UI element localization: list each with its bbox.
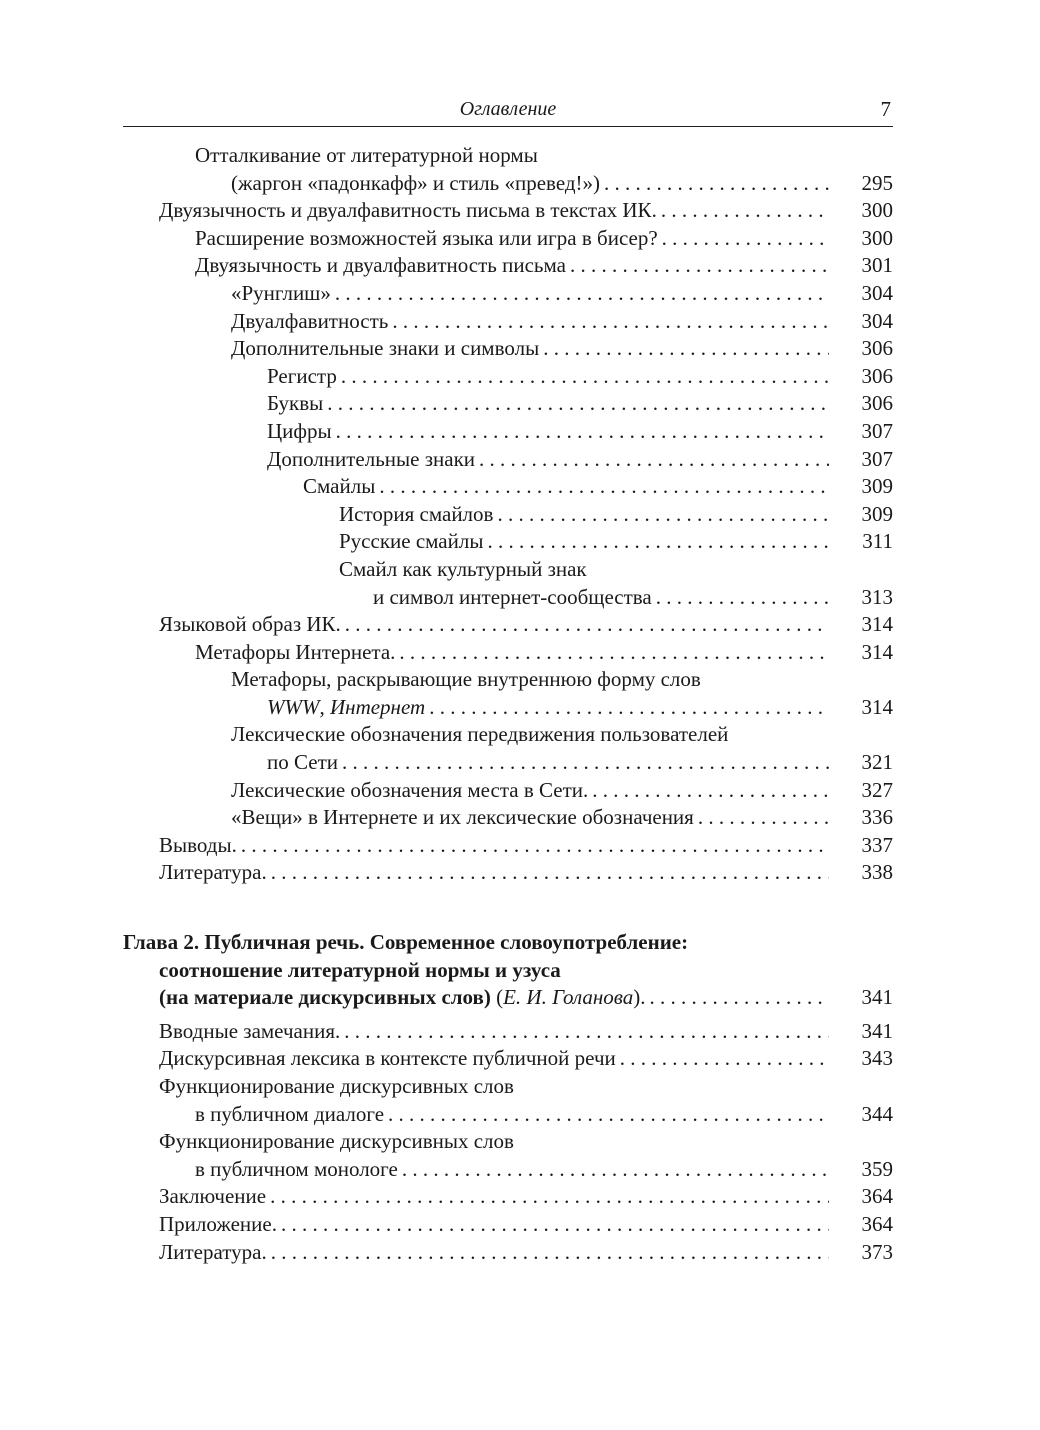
toc-entry-title: Русские смайлы [339,529,484,554]
leader-dots [661,197,829,225]
toc-entry[interactable] [123,1018,893,1046]
leader-dots [604,170,829,198]
toc-entry-title: Литература. [159,860,267,885]
toc-entry[interactable] [123,639,893,667]
toc-entry-title: Расширение возможностей языка или игра в бисер? [195,225,658,250]
toc-entry-title: История смайлов [339,501,494,526]
chapter-2-title-line1: Глава 2. Публичная речь. Современное словоупотребление: [123,930,689,955]
table-of-contents [123,142,893,1266]
toc-entry-title: Двуалфавитность [231,308,389,333]
toc-entry-title: Буквы [267,391,324,416]
toc-entry[interactable] [123,1101,893,1129]
leader-dots [327,390,829,418]
toc-entry[interactable] [123,1183,893,1211]
leader-dots [335,280,829,308]
leader-dots [399,639,829,667]
toc-page-number: 364 [861,1184,893,1209]
leader-dots [342,749,829,777]
leader-dots [620,1045,829,1073]
leader-dots [592,777,829,805]
toc-page-number: 314 [861,694,893,719]
toc-page-number: 338 [861,860,893,885]
toc-page-number: 306 [861,363,893,388]
toc-entry[interactable] [123,1045,893,1073]
toc-page-number: 327 [861,777,893,802]
leader-dots [344,1018,829,1046]
toc-page-number: 344 [861,1101,893,1126]
toc-entry[interactable] [123,446,893,474]
leader-dots [429,694,829,722]
toc-entry-title: Дополнительные знаки и символы [231,336,540,361]
toc-page-number: 336 [861,805,893,830]
toc-page-number: 304 [861,308,893,333]
toc-entry-title: Метафоры, раскрывающие внутреннюю форму слов [231,667,701,692]
toc-entry-title: по Сети [267,750,338,775]
leader-dots [336,418,829,446]
toc-entry [123,1073,893,1101]
toc-entry-title: Лексические обозначения передвижения пользователей [231,722,729,747]
chapter-2-heading[interactable] [123,929,893,1012]
chapter-2-title-line3 [123,984,893,1012]
leader-dots [379,473,829,501]
toc-entry[interactable] [123,170,893,198]
toc-entry[interactable] [123,1156,893,1184]
toc-entry-title: Приложение. [159,1211,277,1236]
leader-dots [543,335,829,363]
toc-page-number: 307 [861,418,893,443]
toc-page-number: 311 [862,529,893,554]
toc-entry-title: Смайл как культурный знак [339,556,587,581]
toc-section-chapter2 [123,1018,893,1266]
toc-entry [123,142,893,170]
running-title: Оглавление [459,98,557,120]
toc-entry[interactable] [123,418,893,446]
chapter-2-author: Е. И. Голанова [503,985,634,1010]
toc-entry[interactable] [123,225,893,253]
leader-dots [650,984,830,1012]
leader-dots [402,1156,829,1184]
toc-entry-title: Дополнительные знаки [267,446,476,471]
toc-entry-title: «Вещи» в Интернете и их лексические обозначения [231,805,694,830]
leader-dots [271,1239,829,1267]
toc-entry[interactable] [123,804,893,832]
toc-entry-title: Вводные замечания. [159,1018,341,1043]
toc-entry[interactable] [123,390,893,418]
leader-dots [341,363,829,391]
toc-page-number: 321 [861,750,893,775]
toc-page-number: 314 [861,639,893,664]
toc-page-number: 306 [861,336,893,361]
toc-page-number: 359 [861,1156,893,1181]
toc-entry-title: в публичном диалоге [195,1101,385,1126]
toc-entry[interactable] [123,749,893,777]
leader-dots [656,584,829,612]
toc-entry-title: Отталкивание от литературной нормы [195,143,538,167]
leader-dots [497,501,829,529]
toc-entry [123,556,893,584]
leader-dots [281,1211,829,1239]
leader-dots [392,308,829,336]
toc-entry[interactable] [123,1239,893,1267]
leader-dots [662,225,829,253]
toc-entry [123,1128,893,1156]
toc-entry[interactable] [123,694,893,722]
toc-page-number: 341 [861,1018,893,1043]
toc-entry[interactable] [123,473,893,501]
toc-page-number: 304 [861,280,893,305]
toc-entry-title: Смайлы [303,474,376,499]
toc-entry[interactable] [123,308,893,336]
toc-page-number: 300 [861,198,893,223]
toc-entry [123,666,893,694]
toc-entry-title: Метафоры Интернета. [195,639,396,664]
toc-page-number: 309 [861,474,893,499]
toc-page-number: 295 [861,170,893,195]
toc-page-number: 301 [861,253,893,278]
toc-entry[interactable] [123,859,893,887]
chapter-2-title-text: (на материале дискурсивных слов) (Е. И. Голанова). [159,985,646,1010]
toc-entry-title: Лексические обозначения места в Сети. [231,777,589,802]
toc-entry [123,721,893,749]
leader-dots [270,1183,829,1211]
toc-entry[interactable] [123,197,893,225]
toc-entry-title: в публичном монологе [195,1156,398,1181]
toc-page-number: 307 [861,446,893,471]
toc-entry[interactable] [123,335,893,363]
toc-entry-title: Выводы. [159,832,237,857]
toc-page-number: 314 [861,612,893,637]
toc-entry[interactable] [123,528,893,556]
toc-section-chapter1-continued [123,142,893,887]
toc-entry[interactable] [123,501,893,529]
page-number: 7 [880,97,891,121]
toc-page-number: 309 [861,501,893,526]
toc-entry-title: Заключение [159,1184,267,1209]
toc-entry[interactable] [123,280,893,308]
toc-page-number: 343 [861,1046,893,1071]
toc-page-number: 337 [861,832,893,857]
toc-entry-title: Регистр [267,363,337,388]
toc-entry-title: WWW, Интернет [267,694,426,719]
toc-entry-title: «Рунглиш» [231,280,331,305]
toc-entry-title: (жаргон «падонкафф» и стиль «превед!») [231,170,601,195]
leader-dots [345,611,829,639]
toc-entry-title: Литература. [159,1239,267,1264]
toc-entry[interactable] [123,252,893,280]
toc-entry-title: Двуязычность и двуалфавитность письма [195,253,566,278]
toc-entry-title: и символ интернет-сообщества [373,584,652,609]
leader-dots [479,446,829,474]
toc-page-number: 306 [861,391,893,416]
toc-entry[interactable] [123,584,893,612]
toc-page-number: 341 [861,985,893,1010]
chapter-2-title-line2: соотношение литературной нормы и узуса [159,957,561,982]
toc-entry[interactable] [123,777,893,805]
toc-entry[interactable] [123,611,893,639]
toc-entry-title: Функционирование дискурсивных слов [159,1129,514,1154]
page-header [123,92,893,127]
toc-page-number: 300 [861,225,893,250]
leader-dots [570,252,829,280]
toc-entry[interactable] [123,832,893,860]
toc-entry[interactable] [123,1211,893,1239]
leader-dots [698,804,829,832]
toc-entry-title: Цифры [267,418,332,443]
section-gap [123,887,893,929]
toc-entry-title: Двуязычность и двуалфавитность письма в текстах ИК. [159,198,657,223]
leader-dots [271,859,829,887]
toc-entry-title: Дискурсивная лексика в контексте публичной речи [159,1046,616,1071]
toc-page-number: 313 [861,584,893,609]
toc-entry[interactable] [123,363,893,391]
toc-page-number: 364 [861,1211,893,1236]
leader-dots [241,832,829,860]
toc-page-number: 373 [861,1239,893,1264]
leader-dots [388,1101,829,1129]
toc-entry-title: Языковой образ ИК. [159,612,341,637]
leader-dots [487,528,829,556]
toc-entry-title: Функционирование дискурсивных слов [159,1074,514,1098]
